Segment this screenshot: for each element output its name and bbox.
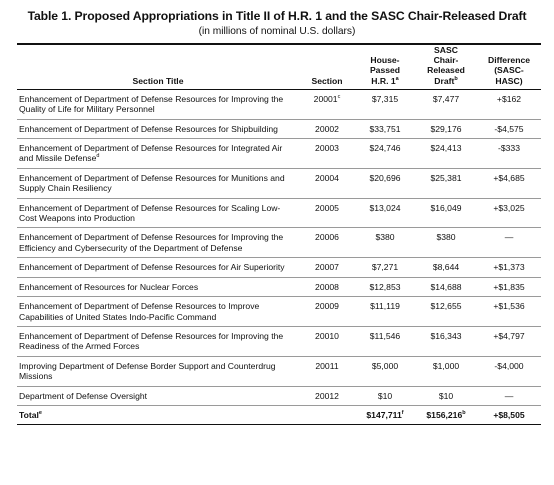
row-section: 20006 (315, 232, 339, 243)
table-row (17, 119, 541, 138)
row-section-cell (299, 326, 355, 356)
row-house-value: $10 (355, 386, 415, 405)
row-section: 20007 (315, 262, 339, 273)
row-difference-value: +$1,536 (477, 297, 541, 327)
row-house-value: $13,024 (355, 198, 415, 228)
row-sasc-value: $16,049 (415, 198, 477, 228)
row-house-value: $12,853 (355, 277, 415, 296)
row-title: Enhancement of Department of Defense Resources for Scaling Low-Cost Weapons into Production (19, 202, 281, 224)
row-title: Enhancement of Resources for Nuclear Forces (19, 281, 199, 292)
row-house-value: $7,271 (355, 258, 415, 277)
row-title: Enhancement of Department of Defense Resources for Improving the Readiness of the Armed Forces (19, 330, 284, 352)
total-sasc-cell (415, 405, 477, 424)
row-section-cell (299, 228, 355, 258)
row-section: 20008 (315, 281, 339, 292)
row-section: 20009 (315, 301, 339, 312)
row-title-cell (17, 258, 299, 277)
row-sasc-value: $24,413 (415, 139, 477, 169)
header-section-title: Section Title (17, 45, 299, 90)
table-row (17, 89, 541, 119)
row-title-cell (17, 228, 299, 258)
row-title: Enhancement of Department of Defense Resources for Improving the Efficiency and Cybersecurity of the Department of Defense (19, 232, 284, 253)
row-sasc-value: $25,381 (415, 168, 477, 198)
total-difference-value: +$8,505 (477, 405, 541, 424)
row-title-cell (17, 386, 299, 405)
row-difference-value: +$162 (477, 89, 541, 119)
table-row (17, 228, 541, 258)
row-title: Enhancement of Department of Defense Resources for Munitions and Supply Chain Resiliency (19, 172, 285, 194)
appropriations-table (17, 43, 541, 425)
header-sasc-draft (415, 45, 477, 90)
row-section: 20011 (315, 360, 339, 371)
header-sasc-line3: Released (427, 65, 465, 76)
row-house-value: $380 (355, 228, 415, 258)
row-house-value: $7,315 (355, 89, 415, 119)
header-sasc-line4: Draft (434, 75, 455, 86)
row-title-footnote: d (96, 153, 100, 160)
header-difference (477, 45, 541, 90)
row-section-cell (299, 356, 355, 386)
row-section-cell (299, 297, 355, 327)
row-section: 20003 (315, 143, 339, 154)
header-house-line3-wrap (357, 76, 413, 86)
total-label-footnote: e (38, 410, 42, 417)
table-row (17, 168, 541, 198)
row-section: 20012 (315, 390, 339, 401)
row-sasc-value: $10 (415, 386, 477, 405)
row-section-cell (299, 139, 355, 169)
row-section-cell (299, 258, 355, 277)
row-title-cell (17, 356, 299, 386)
header-section: Section (299, 45, 355, 90)
row-title: Enhancement of Department of Defense Resources for Integrated Air and Missile Defense (19, 143, 283, 164)
table-row (17, 139, 541, 169)
header-diff-line1: Difference (487, 55, 531, 66)
row-sasc-value: $16,343 (415, 326, 477, 356)
row-house-value: $11,546 (355, 326, 415, 356)
row-title: Enhancement of Department of Defense Resources for Air Superiority (19, 262, 285, 273)
table-row (17, 326, 541, 356)
row-sasc-value: $1,000 (415, 356, 477, 386)
row-difference-value: -$333 (477, 139, 541, 169)
table-row (17, 277, 541, 296)
header-house-footnote: a (395, 75, 399, 82)
row-house-value: $33,751 (355, 119, 415, 138)
row-sasc-value: $7,477 (415, 89, 477, 119)
row-difference-value: — (477, 228, 541, 258)
row-title-cell (17, 277, 299, 296)
total-house-footnote: f (401, 410, 404, 417)
row-title-cell (17, 168, 299, 198)
row-sasc-value: $380 (415, 228, 477, 258)
header-diff-line3: HASC) (495, 75, 523, 86)
row-title: Department of Defense Oversight (19, 390, 148, 401)
row-difference-value: +$1,373 (477, 258, 541, 277)
header-house-line1: House- (370, 55, 400, 66)
table-row (17, 258, 541, 277)
row-sasc-value: $14,688 (415, 277, 477, 296)
total-sasc-value: $156,216 (426, 409, 463, 420)
row-section-cell (299, 168, 355, 198)
row-house-value: $5,000 (355, 356, 415, 386)
row-house-value: $24,746 (355, 139, 415, 169)
total-house-value: $147,711 (366, 409, 402, 420)
row-difference-value: +$4,685 (477, 168, 541, 198)
row-section-cell (299, 386, 355, 405)
row-title-cell (17, 198, 299, 228)
table-row (17, 297, 541, 327)
row-house-value: $11,119 (355, 297, 415, 327)
row-house-value: $20,696 (355, 168, 415, 198)
table-row (17, 386, 541, 405)
row-section-cell (299, 89, 355, 119)
row-difference-value: — (477, 386, 541, 405)
row-section-cell (299, 277, 355, 296)
header-sasc-footnote: b (454, 75, 458, 82)
table-row (17, 198, 541, 228)
row-section: 20010 (315, 330, 339, 341)
header-house-line2: Passed (369, 65, 401, 76)
row-title-cell (17, 139, 299, 169)
total-row (17, 405, 541, 424)
row-section-cell (299, 198, 355, 228)
total-sasc-footnote: b (462, 410, 466, 417)
row-section-cell (299, 119, 355, 138)
row-sasc-value: $8,644 (415, 258, 477, 277)
row-difference-value: +$4,797 (477, 326, 541, 356)
row-title-cell (17, 119, 299, 138)
header-row (17, 45, 541, 90)
header-house-passed (355, 45, 415, 90)
row-title: Enhancement of Department of Defense Resources for Improving the Quality of Life for Military Personnel (19, 93, 284, 115)
row-title: Improving Department of Defense Border Support and Counterdrug Missions (19, 360, 276, 382)
row-difference-value: +$3,025 (477, 198, 541, 228)
header-diff-line2: (SASC- (494, 65, 524, 76)
total-section-cell (299, 405, 355, 424)
header-sasc-line4-wrap (417, 76, 475, 86)
header-sasc-line1: SASC (434, 45, 458, 55)
table-row (17, 356, 541, 386)
total-house-cell (355, 405, 415, 424)
header-sasc-line2: Chair- (433, 55, 459, 66)
row-title: Enhancement of Department of Defense Resources to Improve Capabilities of United States Indo-Pacific Command (19, 301, 260, 322)
header-house-line3: H.R. 1 (371, 75, 396, 86)
table-title: Table 1. Proposed Appropriations in Title II of H.R. 1 and the SASC Chair-Released Draft (27, 9, 527, 23)
row-section: 20005 (315, 202, 339, 213)
total-label-cell (17, 405, 299, 424)
row-title: Enhancement of Department of Defense Resources for Shipbuilding (19, 123, 278, 134)
row-sasc-value: $12,655 (415, 297, 477, 327)
row-title-cell (17, 89, 299, 119)
row-title-cell (17, 297, 299, 327)
table-subtitle: (in millions of nominal U.S. dollars) (198, 26, 356, 37)
row-section: 20004 (315, 172, 339, 183)
row-section: 20001 (313, 93, 338, 104)
row-sasc-value: $29,176 (415, 119, 477, 138)
row-difference-value: +$1,835 (477, 277, 541, 296)
row-section-footnote: c (337, 93, 341, 100)
row-difference-value: -$4,575 (477, 119, 541, 138)
row-title-cell (17, 326, 299, 356)
row-difference-value: -$4,000 (477, 356, 541, 386)
row-section: 20002 (315, 123, 339, 134)
total-label: Total (19, 409, 39, 420)
